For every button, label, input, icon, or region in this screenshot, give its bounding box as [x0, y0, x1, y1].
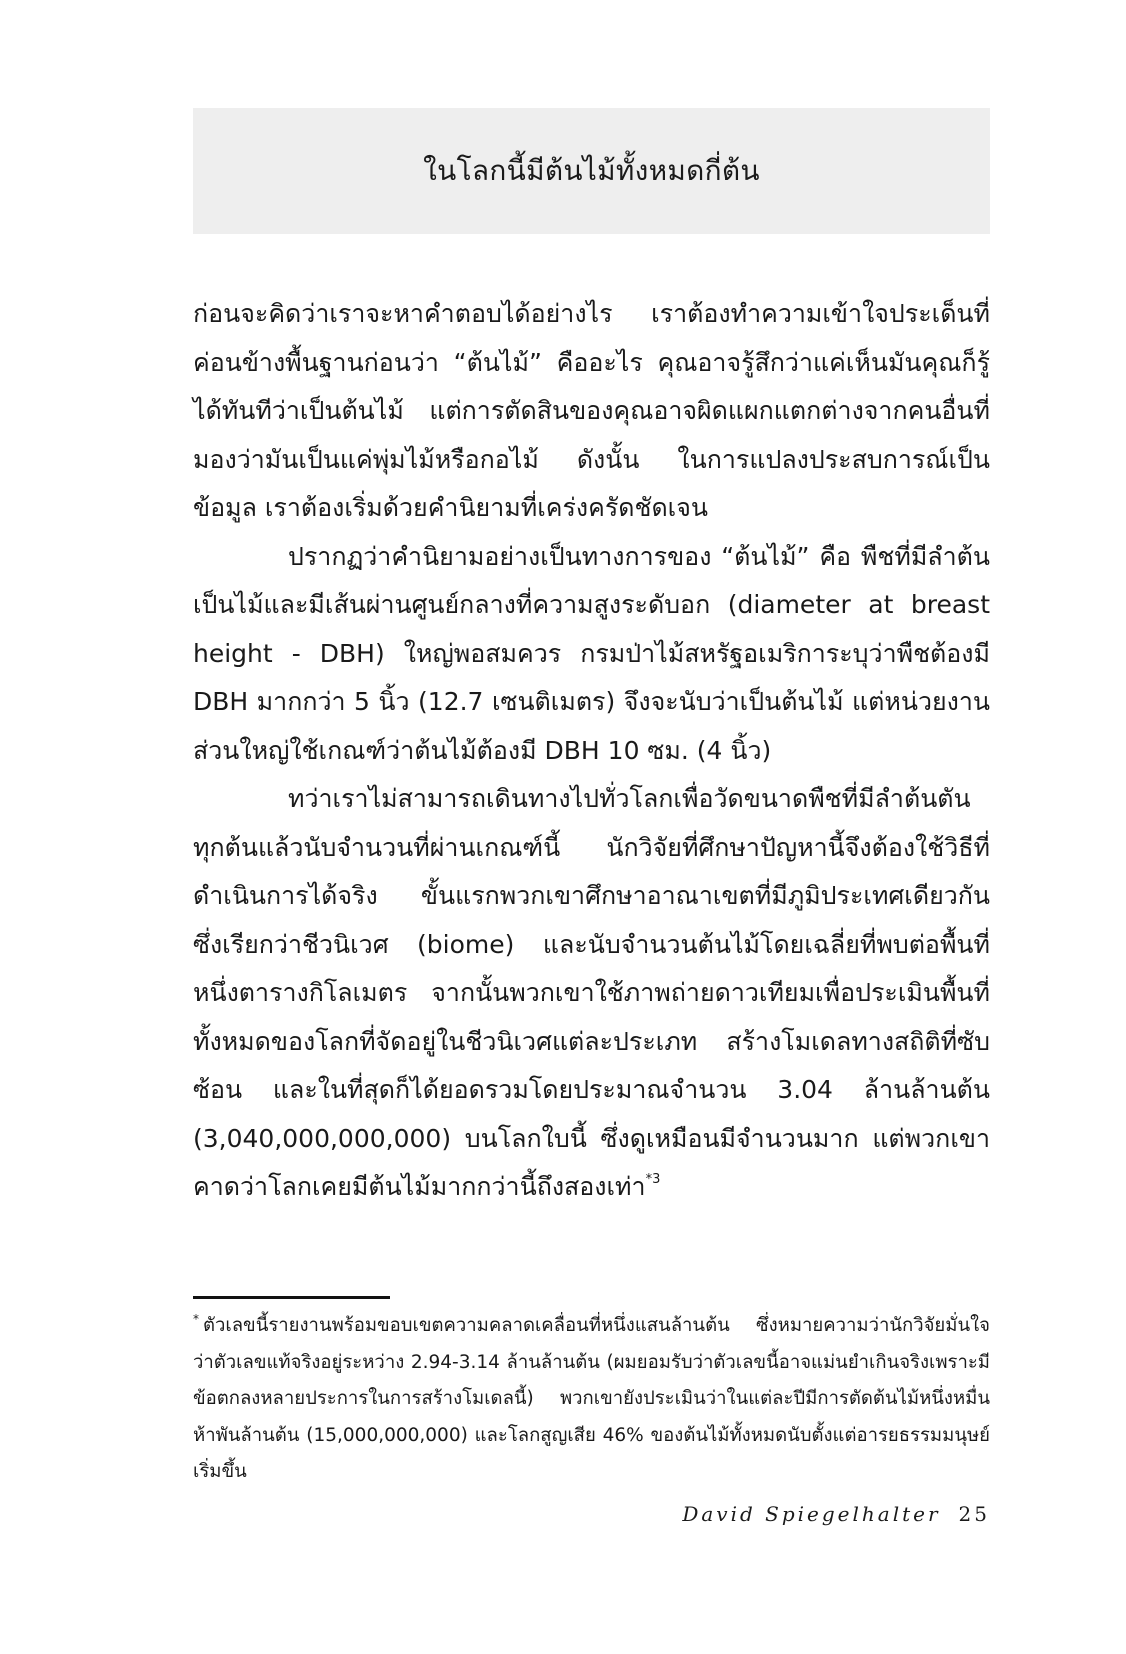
- footnote: [193, 1308, 990, 1491]
- paragraph-1: ก่อนจะคิดว่าเราจะหาคำตอบได้อย่างไร เราต้องทำความเข้าใจประเด็นที่ค่อนข้างพื้นฐานก่อนว่า “ต้นไม้” คืออะไร คุณอาจรู้สึกว่าแค่เห็นมันคุณก็รู้ได้ทันทีว่าเป็นต้นไม้ แต่การตัดสินของคุณอาจผิดแผกแตกต่างจากคนอื่นที่มองว่ามันเป็นแค่พุ่มไม้หรือกอไม้ ดังนั้น ในการแปลงประสบการณ์เป็นข้อมูล เราต้องเริ่มด้วยคำนิยามที่เคร่งครัดชัดเจน: [193, 299, 990, 522]
- body-text: [193, 290, 990, 1212]
- paragraph-3-text: ทว่าเราไม่สามารถเดินทางไปทั่วโลกเพื่อวัดขนาดพืชที่มีลำต้นตันทุกต้นแล้วนับจำนวนที่ผ่านเกณฑ์นี้ นักวิจัยที่ศึกษาปัญหานี้จึงต้องใช้วิธีที่ดำเนินการได้จริง ขั้นแรกพวกเขาศึกษาอาณาเขตที่มีภูมิประเทศเดียวกัน ซึ่งเรียกว่าชีวนิเวศ (biome) และนับจำนวนต้นไม้โดยเฉลี่ยที่พบต่อพื้นที่หนึ่งตารางกิโลเมตร จากนั้นพวกเขาใช้ภาพถ่ายดาวเทียมเพื่อประเมินพื้นที่ทั้งหมดของโลกที่จัดอยู่ในชีวนิเวศแต่ละประเภท สร้างโมเดลทางสถิติที่ซับซ้อน และในที่สุดก็ได้ยอดรวมโดยประมาณจำนวน 3.04 ล้านล้านต้น (3,040,000,000,000) บนโลกใบนี้ ซึ่งดูเหมือนมีจำนวนมาก แต่พวกเขาคาดว่าโลกเคยมีต้นไม้มากกว่านี้ถึงสองเท่า: [193, 784, 990, 1201]
- paragraph-2: ปรากฏว่าคำนิยามอย่างเป็นทางการของ “ต้นไม้” คือ พืชที่มีลำต้นเป็นไม้และมีเส้นผ่านศูนย์กลางที่ความสูงระดับอก (diameter at breast height - DBH) ใหญ่พอสมควร กรมป่าไม้สหรัฐอเมริการะบุว่าพืชต้องมี DBH มากกว่า 5 นิ้ว (12.7 เซนติเมตร) จึงจะนับว่าเป็นต้นไม้ แต่หน่วยงานส่วนใหญ่ใช้เกณฑ์ว่าต้นไม้ต้องมี DBH 10 ซม. (4 นิ้ว): [193, 541, 990, 765]
- footer-author: David Spiegelhalter: [682, 1502, 941, 1526]
- footnote-marker: *: [193, 1312, 199, 1326]
- chapter-title-box: [193, 108, 990, 234]
- paragraph-3: [193, 775, 990, 1212]
- running-footer: [682, 1502, 990, 1526]
- footnote-reference: *3: [645, 1172, 661, 1187]
- page-number: 25: [958, 1502, 990, 1526]
- footnote-text: ตัวเลขนี้รายงานพร้อมขอบเขตความคลาดเคลื่อนที่หนึ่งแสนล้านต้น ซึ่งหมายความว่านักวิจัยมั่นใจว่าตัวเลขแท้จริงอยู่ระหว่าง 2.94-3.14 ล้านล้านต้น (ผมยอมรับว่าตัวเลขนี้อาจแม่นยำเกินจริงเพราะมีข้อตกลงหลายประการในการสร้างโมเดลนี้) พวกเขายังประเมินว่าในแต่ละปีมีการตัดต้นไม้หนึ่งหมื่นห้าพันล้านต้น (15,000,000,000) และโลกสูญเสีย 46% ของต้นไม้ทั้งหมดนับตั้งแต่อารยธรรมมนุษย์เริ่มขึ้น: [193, 1315, 990, 1482]
- chapter-title: ในโลกนี้มีต้นไม้ทั้งหมดกี่ต้น: [423, 154, 760, 187]
- footnote-divider: [193, 1296, 390, 1299]
